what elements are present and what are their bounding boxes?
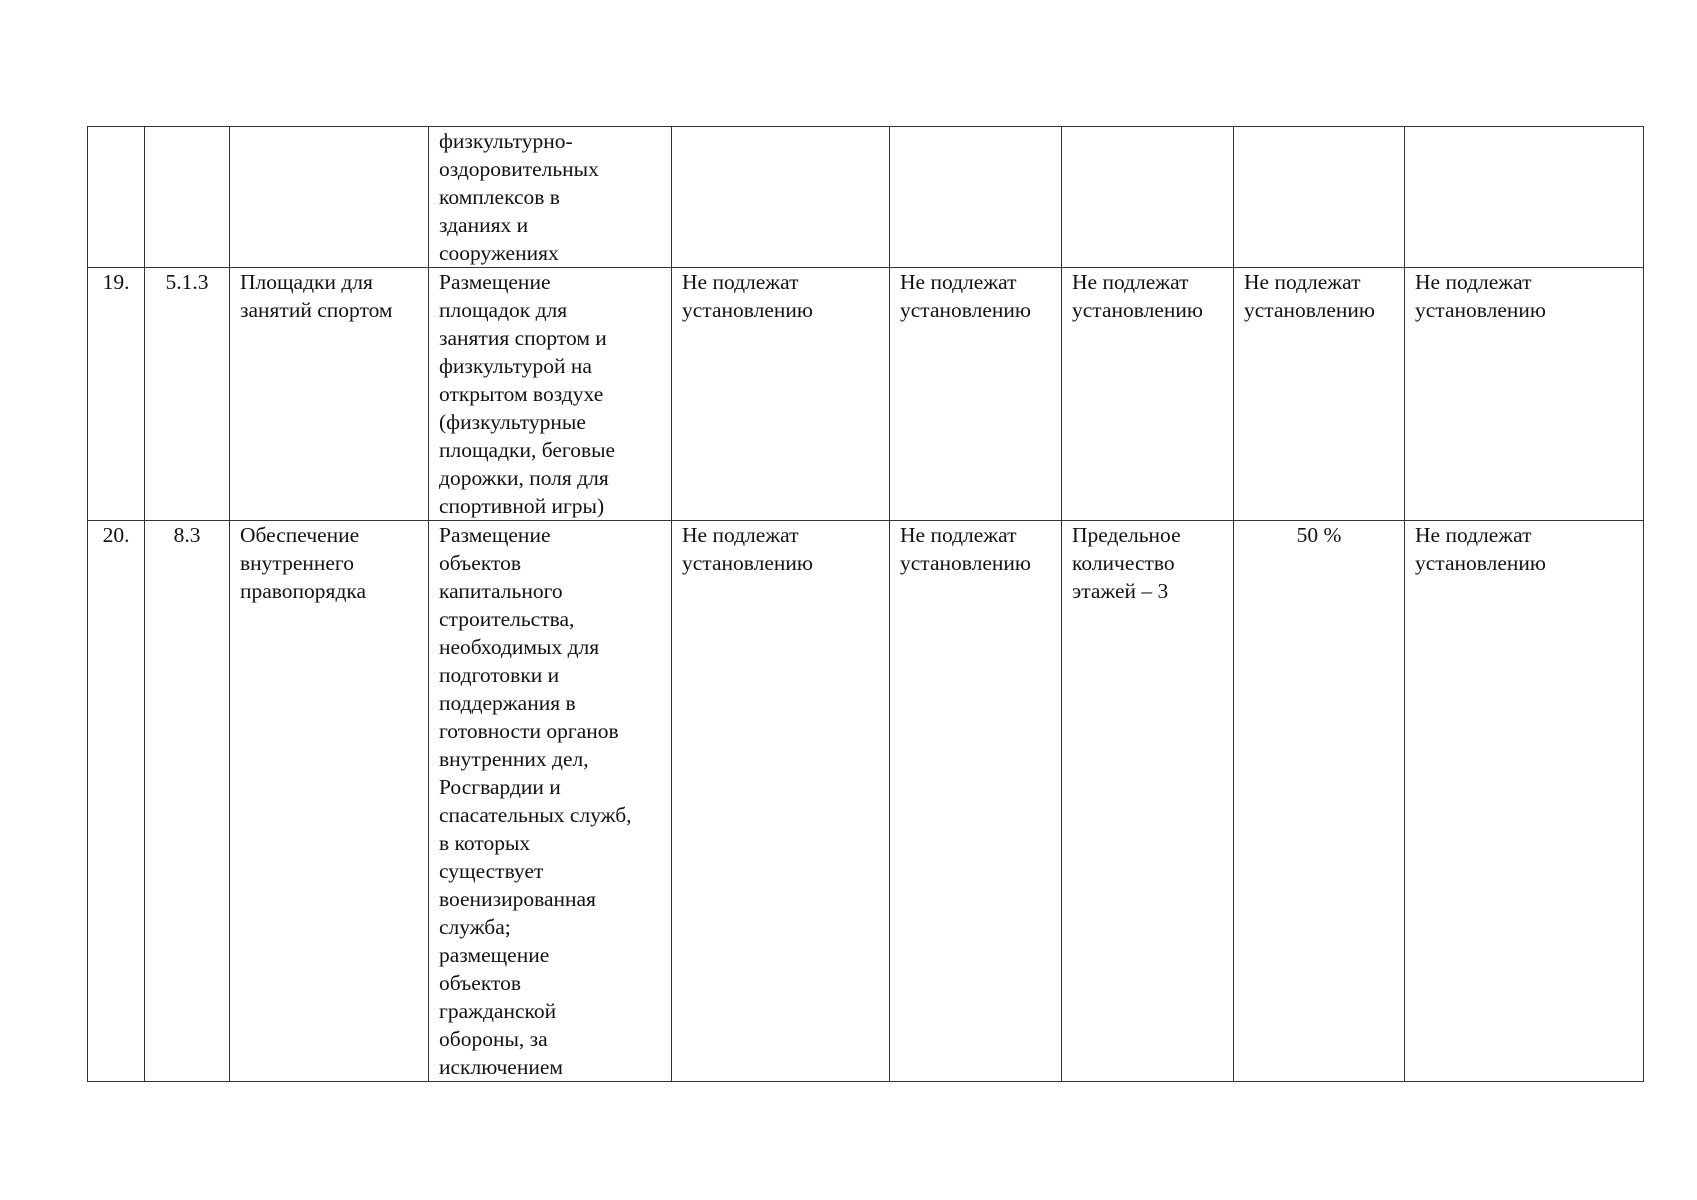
regulations-table — [87, 126, 1644, 1082]
row-number-cell: 19. — [88, 268, 145, 521]
table-row — [88, 127, 1644, 268]
parameter-cell-1: Не подлежат установлению — [672, 268, 890, 521]
row-number-cell — [88, 127, 145, 268]
use-name-cell — [230, 127, 429, 268]
code-cell: 8.3 — [145, 521, 230, 1082]
parameter-cell-1: Не подлежат установлению — [672, 521, 890, 1082]
parameter-cell-1 — [672, 127, 890, 268]
use-name-cell: Площадки для занятий спортом — [230, 268, 429, 521]
parameter-cell-5: Не подлежат установлению — [1405, 521, 1644, 1082]
table-row — [88, 268, 1644, 521]
row-number-cell: 20. — [88, 521, 145, 1082]
parameter-cell-4: Не подлежат установлению — [1234, 268, 1405, 521]
parameter-cell-2: Не подлежат установлению — [890, 521, 1062, 1082]
table-row — [88, 521, 1644, 1082]
description-cell: Размещение объектов капитального строительства, необходимых для подготовки и поддержания в готовности органов внутренних дел, Росгвардии и спасательных служб, в которых существует военизированная служба; размещение объектов гражданской обороны, за исключением — [429, 521, 672, 1082]
parameter-cell-2: Не подлежат установлению — [890, 268, 1062, 521]
use-name-cell: Обеспечение внутреннего правопорядка — [230, 521, 429, 1082]
description-cell: Размещение площадок для занятия спортом и физкультурой на открытом воздухе (физкультурные площадки, беговые дорожки, поля для спортивной игры) — [429, 268, 672, 521]
parameter-cell-4 — [1234, 127, 1405, 268]
code-cell: 5.1.3 — [145, 268, 230, 521]
parameter-cell-3: Не подлежат установлению — [1062, 268, 1234, 521]
parameter-cell-3: Предельное количество этажей – 3 — [1062, 521, 1234, 1082]
code-cell — [145, 127, 230, 268]
parameter-cell-3 — [1062, 127, 1234, 268]
parameter-cell-4: 50 % — [1234, 521, 1405, 1082]
description-cell: физкультурно- оздоровительных комплексов в зданиях и сооружениях — [429, 127, 672, 268]
parameter-cell-5: Не подлежат установлению — [1405, 268, 1644, 521]
parameter-cell-2 — [890, 127, 1062, 268]
parameter-cell-5 — [1405, 127, 1644, 268]
